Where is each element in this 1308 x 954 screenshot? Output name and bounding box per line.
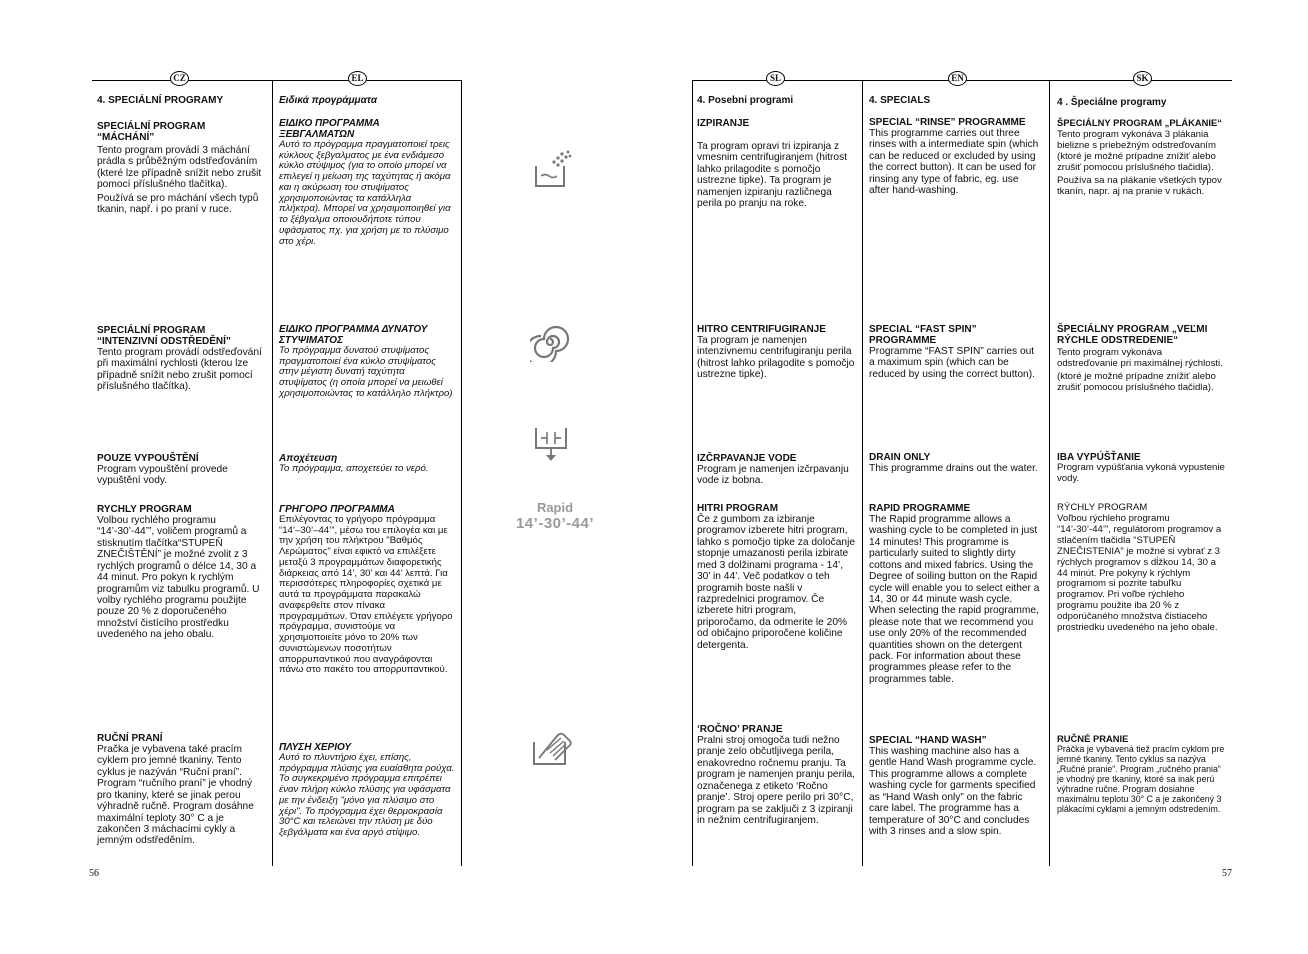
column-divider <box>692 80 693 866</box>
spin-text: Tento program vykonáva odstreďovanie pri maximálnej rýchlosti. <box>1057 347 1223 369</box>
spin-text: Ta program je namenjen intenzivnemu centrifugiranju perila (hitrost lahko prilagodite s pomočjo ustrezne tipke). <box>697 335 855 381</box>
hand-wash-text: Práčka je vybavená tiež pracím cyklom pre jemné tkaniny. Tento cyklus sa nazýva „Ručné pranie“. Program „ručného prania“ je vhodný pre tkaniny, ktoré sa inak perú výhradne ručne. Program dosiahne maximálnu teplotu 30° C a je zakončený 3 plákacími cyklami a jemným odstredením. <box>1057 744 1225 815</box>
rinse-text: Αυτό το πρόγραμμα πραγματοποιεί τρεις κύκλους ξεβγαλματος με ένα ενδιάμεσο κύκλο στύψιμος (για το οποίο μπορεί να επιλεγεί η μείωση της ταχύτητας ή ακόμα και η ακύρωση του στυψίματος χρησιμοποιώντας τα κατάλληλα πλήκτρα). Μπορεί να χρησιμοποιηθεί για το ξέβγαλμα οποιουδήποτε τύπου υφάσματος πχ. για χρήση με το πλύσιμο στο χέρι. <box>279 139 451 247</box>
hand-wash-text: Pračka je vybavena také pracím cyklem pro jemné tkaniny. Tento cyklus je nazýván “Ruční praní”. Program “ručního praní” je vhodný pro tkaniny, které se jinak perou výhradně ručně. Program dosáhne maximální teploty 30° C a je zakončen 3 máchacími cykly a jemným odstředěním. <box>97 744 254 847</box>
drain-text: Program vypouštění provede vypuštění vody. <box>97 464 228 487</box>
rapid-heading: RYCHLY PROGRAM <box>97 504 192 515</box>
rinse-heading: SPECIAL “RINSE” PROGRAMME <box>869 117 1026 128</box>
hand-wash-text: Αυτό το πλυντήριο έχει, επίσης, πρόγραμμα πλύσης για ευαίσθητα ρούχα. Το συγκεκριμένο πρόγραμμα επιτρέπει έναν πλήρη κύκλο πλύσης για υφάσματα με την ένδειξη "μόνο για πλύσιμο στο χέρι". Το πρόγραμμα έχει θερμοκρασία 30°C και τελειώνει την πλύση με δύο ξεβγάλματα και ένα αργό στίψιμο. <box>279 752 455 839</box>
spin-heading: SPECIÁLNÍ PROGRAM “INTENZIVNÍ ODSTŘEDĚNÍ” <box>97 325 231 347</box>
rinse-icon <box>532 150 576 190</box>
drain-text: Το πρόγραμμα, αποχετεύει το νερό. <box>279 463 429 474</box>
drain-text: Program vypúšťania vykoná vypustenie vody. <box>1057 462 1225 484</box>
rapid-label-title: Rapid <box>536 500 574 515</box>
page-number-right: 57 <box>1222 868 1232 879</box>
rinse-text: Tento program vykonáva 3 plákania bielizne s priebežným odstreďovaním (ktoré je možné prípadne znížiť alebo zrušiť pomocou príslušného tlačidla). <box>1057 129 1216 174</box>
page-number-left: 56 <box>89 868 99 879</box>
spin-heading: SPECIAL “FAST SPIN” PROGRAMME <box>869 324 977 346</box>
language-badge-cz: CZ <box>170 71 189 86</box>
rinse-heading: IZPIRANJE <box>697 118 750 129</box>
rinse-text-2: Používá se pro máchání všech typů tkanin, např. i po praní v ruce. <box>97 192 259 216</box>
hand-wash-text: Pralni stroj omogoča tudi nežno pranje zelo občutljivega perila, enakovredno ročnemu pranju. Ta program je namenjen pranju perila, označenega z etiketo ‘Ročno pranje’. Stroj opere perilo pri 30°C, program pa se zaključi z 3 izpiranji in nežnim centrifugiranjem. <box>697 735 855 826</box>
rinse-text: Ta program opravi tri izpiranja z vmesnim centrifugiranjem (hitrost lahko prilagodite s pomočjo ustrezne tipke). Ta program je namenjen izpiranju različnega perila po pranju na roke. <box>697 141 848 210</box>
spin-text: Το πρόγραμμα δυνατού στυψίματος πραγματοποιεί ένα κύκλο στυψίματος στην μέγιστη δυνατή ταχύτητα στυψίματος (η οποία μπορεί να μειωθεί χρησιμοποιώντας το κατάλληλο πλήκτρο) <box>279 345 453 399</box>
rapid-heading: HITRI PROGRAM <box>697 503 779 514</box>
hand-wash-heading: RUČNÉ PRANIE <box>1057 733 1129 744</box>
rapid-text: The Rapid programme allows a washing cycle to be completed in just 14 minutes! This programme is particularly suited to slightly dirty cottons and mixed fabrics. Using the Degree of soiling button on the Rapid cycle will enable you to select either a 14, 30 or 44 minute wash cycle. When selecting the rapid programme, please note that we recommend you use only 20% of the recommended quantities shown on the detergent pack. For information about these programmes please refer to the programmes table. <box>869 514 1040 685</box>
section-title: 4. SPECIALS <box>869 95 931 106</box>
hand-wash-heading: RUČNÍ PRANÍ <box>97 733 163 744</box>
rapid-heading: RAPID PROGRAMME <box>869 503 971 514</box>
drain-heading: POUZE VYPOUŠTĚNÍ <box>97 453 199 464</box>
rapid-heading: ΓΡΗΓΟΡΟ ΠΡΟΓΡΑΜΜΑ <box>279 504 395 515</box>
section-title: 4. Posebni programi <box>697 95 794 106</box>
spin-heading: ΕΙΔΙΚΟ ΠΡΟΓΡΑΜΜΑ ΔΥΝΑΤΟΥ ΣΤΥΨΙΜΑΤΟΣ <box>279 324 428 346</box>
column-divider <box>272 80 273 866</box>
rapid-label <box>505 500 605 532</box>
drain-text: Program je namenjen izčrpavanju vode iz bobna. <box>697 464 849 487</box>
hand-wash-heading: SPECIAL “HAND WASH” <box>869 735 987 746</box>
drain-heading: IZČRPAVANJE VODE <box>697 453 797 464</box>
top-rule-left <box>92 80 461 81</box>
language-badge-en: EN <box>948 71 967 86</box>
hand-wash-text: This washing machine also has a gentle Hand Wash programme cycle. This programme allows a complete washing cycle for garments specified as “Hand Wash only” on the fabric care label. The programme has a temperature of 30°C and concludes with 3 rinses and a slow spin. <box>869 746 1037 837</box>
rapid-label-times: 14’-30’-44’ <box>515 515 595 532</box>
section-title: 4. SPECIÁLNÍ PROGRAMY <box>97 95 224 106</box>
rapid-text: Volbou rychlého programu “14’-30’-44’”, voličem programů a stisknutím tlačítka“STUPEŇ ZNEČIŠTĚNÍ” je možné zvolit z 3 rychlých programů o délce 14, 30 a 44 minut. Pro pokyn k rychlým programům viz tabulku programů. U volby rychlého programu použijte pouze 20 % z doporučeného množství čistícího prostředku uvedeného na jeho obalu. <box>97 515 260 641</box>
column-divider <box>862 80 863 866</box>
column-divider <box>461 80 462 866</box>
language-badge-el: EL <box>348 71 367 86</box>
rinse-heading: ΕΙΔΙΚΟ ΠΡΟΓΡΑΜΜΑ ΞΕΒΓΑΛΜΑΤΩΝ <box>279 118 380 140</box>
spin-heading: HITRO CENTRIFUGIRANJE <box>697 324 826 335</box>
rinse-heading: ŠPECIÁLNY PROGRAM „PLÁKANIE“ <box>1057 117 1222 128</box>
section-title: Ειδικά προγράμματα <box>279 95 378 106</box>
rinse-text-2: Používa sa na plákanie všetkých typov tkanín, napr. aj na pranie v rukách. <box>1057 175 1222 197</box>
column-divider <box>1049 80 1050 866</box>
spin-heading: ŠPECIÁLNY PROGRAM „VEĽMI RÝCHLE ODSTREDENIE“ <box>1057 324 1208 346</box>
rapid-text: Επιλέγοντας το γρήγορο πρόγραμμα “14’–30’–44’”, μέσω του επιλογέα και με την χρήση του πλήκτρου "Βαθμός Λερώματος" είναι εφικτό να επιλέξετε μεταξύ 3 προγραμμάτων διαφορετικής διάρκειας από 14’, 30’ και 44’ λεπτά. Για περισσότερες πληροφορίες σχετικά με αυτά τα προγράμματα παρακαλώ αναφερθείτε στον πίνακα προγραμμάτων. Όταν επιλέγετε γρήγορο πρόγραμμα, συνιστούμε να χρησιμοποιείτε μόνο το 20% των συνιστώμενων ποσοτήτων απορρυπαντικού που αναγράφονται πάνω στο πακέτο του απορρυπαντικού. <box>279 514 453 676</box>
drain-text: This programme drains out the water. <box>869 463 1038 474</box>
drain-icon <box>533 424 569 464</box>
language-badge-sl: SL <box>766 71 785 86</box>
spin-icon <box>530 322 570 362</box>
drain-heading: IBA VYPÚŠŤANIE <box>1057 452 1141 463</box>
hand-wash-heading: ‘ROČNO’ PRANJE <box>697 724 783 735</box>
rinse-text: Tento program provádí 3 máchání prádla s průběžným odstřeďováním (které lze případně snížit nebo zrušit pomocí příslušného tlačítka). <box>97 145 262 191</box>
spin-text: Tento program provádí odstřeďování při maximální rychlosti (kterou lze případně snížit nebo zrušit pomocí příslušného tlačítka). <box>97 347 262 393</box>
rinse-heading: SPECIÁLNÍ PROGRAM “MÁCHÁNÍ” <box>97 121 206 143</box>
rapid-text: Voľbou rýchleho programu “14’-30’-44’”, regulátorom programov a stlačením tlačidla “STUPEŇ ZNEČISTENIA” je možné si vybrať z 3 rýchlych programov s dĺžkou 14, 30 a 44 minút. Pre pokyny k rýchlym programom si pozrite tabuľku programov. Pri voľbe rýchleho programu použite iba 20 % z odporúčaného množstva čistiaceho prostriedku uvedeného na jeho obale. <box>1057 512 1222 634</box>
hand-wash-icon <box>531 728 575 768</box>
rinse-text: This programme carries out three rinses with a intermediate spin (which can be reduced or excluded by using the correct button). It can be used for rinsing any type of fabric, eg. use after hand-washing. <box>869 128 1039 197</box>
spin-text: Programme “FAST SPIN” carries out a maximum spin (which can be reduced by using the correct button). <box>869 346 1035 380</box>
drain-heading: DRAIN ONLY <box>869 452 931 463</box>
drain-heading: Αποχέτευση <box>279 453 338 464</box>
spin-text-2: (ktoré je možné prípadne znížiť alebo zrušiť pomocou príslušného tlačidla). <box>1057 370 1216 393</box>
rapid-heading: RÝCHLY PROGRAM <box>1057 502 1148 513</box>
hand-wash-heading: ΠΛΥΣΗ ΧΕΡΙΟΥ <box>279 742 352 753</box>
language-badge-sk: SK <box>1133 71 1152 86</box>
rapid-text: Če z gumbom za izbiranje programov izberete hitri program, lahko s pomočjo tipke za določanje stopnje umazanosti perila izbirate med 3 dolžinami programa - 14’, 30’ in 44’. Več podatkov o teh programih boste našli v razpredelnici programov. Če izberete hitri program, priporočamo, da odmerite le 20% od običajno priporočene količine detergenta. <box>697 514 856 651</box>
section-title: 4 . Špeciálne programy <box>1057 97 1167 108</box>
